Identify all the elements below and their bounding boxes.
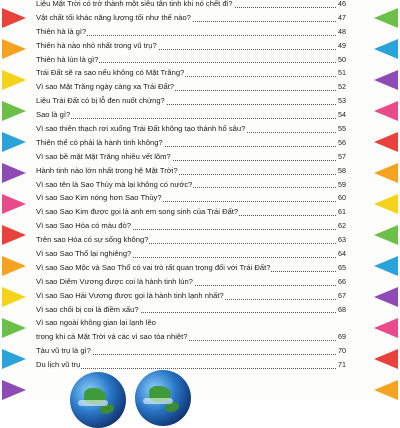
colored-triangle-icon: [374, 318, 398, 338]
toc-entry-title: Vì sao Sao Kim nóng hơn Sao Thủy?: [36, 193, 162, 203]
colored-triangle-icon: [2, 132, 26, 152]
toc-entry-page: 55: [337, 122, 346, 136]
toc-entry-title: Trái Đất sẽ ra sao nếu không có Mặt Trăng?: [36, 68, 185, 78]
toc-entry-page: 56: [337, 136, 346, 150]
toc-entry-page: 53: [337, 94, 346, 108]
toc-entry: [36, 219, 346, 233]
colored-triangle-icon: [374, 225, 398, 245]
toc-entry: [36, 178, 346, 192]
toc-entry-title: Vì sao thiên thạch rơi xuống Trái Đất không tạo thành hố sâu?: [36, 124, 246, 134]
globe-icon: [70, 372, 126, 428]
toc-entry: [36, 122, 346, 136]
toc-entry-page: 70: [337, 344, 346, 358]
colored-triangle-icon: [2, 101, 26, 121]
toc-entry: [36, 66, 346, 80]
toc-entry-title: Vì sao ngoài không gian lại lạnh lẽo: [36, 318, 156, 328]
toc-entry: [36, 164, 346, 178]
toc-entry: [36, 94, 346, 108]
toc-entry-title: Vì sao Mặt Trăng ngày càng xa Trái Đất?: [36, 82, 175, 92]
toc-entry-page: 61: [337, 205, 346, 219]
toc-entry-page: 59: [337, 178, 346, 192]
toc-entry-page: 65: [337, 261, 346, 275]
toc-entry: [36, 25, 346, 39]
toc-entry-title: Liệu Trái Đất có bị lỗ đen nuốt chửng?: [36, 96, 165, 106]
toc-entry-title: Liệu Mặt Trời có trở thành một siêu tân tinh khi nó chết đi?: [36, 0, 233, 8]
toc-entry: [36, 150, 346, 164]
toc-entry-page: 60: [337, 191, 346, 205]
toc-entry-page: 46: [337, 0, 346, 11]
toc-entry: [36, 0, 346, 11]
toc-entry-page: 58: [337, 164, 346, 178]
toc-entry-title: Thiên hà nào nhỏ nhất trong vũ trụ?: [36, 40, 157, 50]
colored-triangle-icon: [374, 380, 398, 400]
toc-entry: [36, 233, 346, 247]
toc-entry: [36, 261, 346, 275]
colored-triangle-icon: [374, 287, 398, 307]
toc-entry: [36, 316, 346, 330]
toc-entry: [36, 11, 346, 25]
toc-entry-title: Trên sao Hỏa có sự sống không?: [36, 235, 149, 245]
toc-entry-page: 69: [337, 330, 346, 344]
toc-entry-title: Thiên hà lùn là gì?: [36, 54, 99, 64]
toc-entry: [36, 344, 346, 358]
toc-entry-title: Vì sao bề mặt Mặt Trăng nhiều vết lõm?: [36, 151, 171, 161]
colored-triangle-icon: [374, 70, 398, 90]
toc-entry-page: 49: [337, 39, 346, 53]
dot-leader: [36, 368, 338, 369]
toc-entry: [36, 275, 346, 289]
toc-entry-page: 67: [337, 289, 346, 303]
toc-entry: [36, 303, 346, 317]
toc-entry-title: Vì sao Sao Mộc và Sao Thổ có vai trò rất quan trọng đối với Trái Đất?: [36, 262, 271, 272]
toc-entry-title: Vì sao tên là Sao Thủy mà lại không có nước?: [36, 179, 193, 189]
colored-triangle-icon: [374, 163, 398, 183]
toc-entry-title: Hành tinh nào lớn nhất trong hệ Mặt Trời?: [36, 165, 178, 175]
colored-triangle-icon: [2, 163, 26, 183]
toc-entry-page: 52: [337, 80, 346, 94]
toc-entry-page: 71: [337, 358, 346, 372]
colored-triangle-icon: [2, 349, 26, 369]
toc-entry-title: Vì sao Sao Hỏa có màu đỏ?: [36, 221, 131, 231]
toc-entry-title: Du lịch vũ trụ: [36, 360, 81, 370]
right-triangle-border: [370, 0, 400, 400]
toc-entry: [36, 136, 346, 150]
toc-entry: [36, 191, 346, 205]
colored-triangle-icon: [2, 194, 26, 214]
colored-triangle-icon: [2, 225, 26, 245]
left-triangle-border: [0, 0, 30, 400]
toc-entry-title: Vật chất tối khác năng lượng tối như thế nào?: [36, 12, 191, 22]
toc-entry-title: Tàu vũ trụ là gì?: [36, 346, 91, 356]
toc-entry-page: 68: [337, 303, 346, 317]
toc-entry-page: 62: [337, 219, 346, 233]
colored-triangle-icon: [374, 8, 398, 28]
colored-triangle-icon: [2, 287, 26, 307]
colored-triangle-icon: [2, 256, 26, 276]
toc-entry: [36, 358, 346, 372]
colored-triangle-icon: [374, 194, 398, 214]
toc-entry-page: 47: [337, 11, 346, 25]
dot-leader: [36, 118, 338, 119]
toc-entry: [36, 80, 346, 94]
colored-triangle-icon: [2, 8, 26, 28]
colored-triangle-icon: [374, 256, 398, 276]
toc-entry-page: 66: [337, 275, 346, 289]
toc-entry-title: trong khi cả Mặt Trời và các vì sao tỏa nhiệt?: [36, 332, 188, 342]
colored-triangle-icon: [374, 349, 398, 369]
toc-entry: [36, 39, 346, 53]
colored-triangle-icon: [2, 39, 26, 59]
toc-entry-page: 50: [337, 53, 346, 67]
toc-entry: [36, 289, 346, 303]
table-of-contents: [36, 0, 346, 372]
colored-triangle-icon: [374, 132, 398, 152]
toc-entry-title: Sao là gì?: [36, 110, 71, 120]
toc-entry: [36, 108, 346, 122]
toc-entry-title: Vì sao Diêm Vương được coi là hành tinh lùn?: [36, 276, 193, 286]
colored-triangle-icon: [374, 101, 398, 121]
toc-entry: [36, 247, 346, 261]
toc-entry-title: Vì sao Sao Hải Vương được gọi là hành tinh lạnh nhất?: [36, 290, 224, 300]
toc-entry: [36, 53, 346, 67]
toc-entry: [36, 205, 346, 219]
toc-entry-title: Vì sao Sao Kim được gọi là anh em song sinh của Trái Đất?: [36, 207, 239, 217]
toc-entry-page: 51: [337, 66, 346, 80]
toc-entry-page: 48: [337, 25, 346, 39]
toc-entry-page: 54: [337, 108, 346, 122]
toc-entry-page: 63: [337, 233, 346, 247]
colored-triangle-icon: [2, 380, 26, 400]
toc-entry-page: 64: [337, 247, 346, 261]
globe-icon: [135, 370, 191, 426]
toc-entry-page: 57: [337, 150, 346, 164]
toc-entry: [36, 330, 346, 344]
toc-entry-title: Vì sao chổi bị coi là điềm xấu?: [36, 304, 139, 314]
colored-triangle-icon: [2, 70, 26, 90]
toc-entry-title: Vì sao Sao Thổ lại nghiêng?: [36, 249, 132, 259]
toc-entry-title: Thiên thể có phải là hành tinh không?: [36, 137, 163, 147]
toc-entry-title: Thiên hà là gì?: [36, 26, 87, 36]
colored-triangle-icon: [2, 318, 26, 338]
colored-triangle-icon: [374, 39, 398, 59]
